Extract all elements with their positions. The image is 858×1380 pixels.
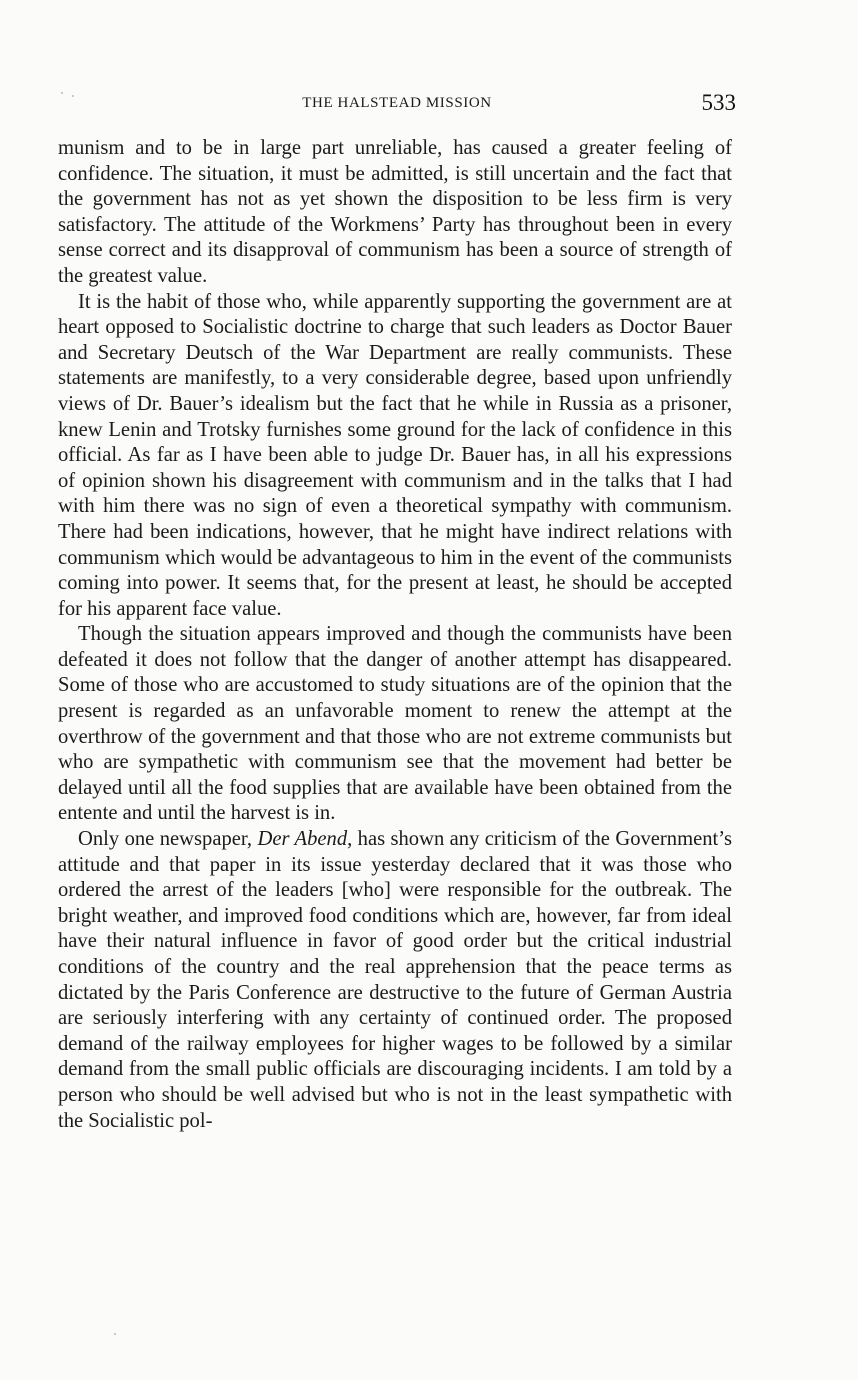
running-title: THE HALSTEAD MISSION xyxy=(302,95,492,111)
paragraph-text-end: , has shown any criticism of the Government’s attitude and that paper in its issue yesterday declared that it was those who ordered the arrest of the leaders [who] were responsible for the outbreak. The bright weather, and improved food conditions which are, however, far from ideal have their natural influence in favor of good order but the critical industrial conditions of the country and the real apprehension that the peace terms as dictated by the Paris Conference are destructive to the future of German Austria are seriously interfering with any certainty of continued order. The proposed demand of the railway employees for higher wages to be followed by a similar demand from the small public officials are discouraging incidents. I am told by a person who should be well advised but who is not in the least sympathetic with the Socialistic pol- xyxy=(58,828,732,1132)
paragraph: Though the situation appears improved and though the communists have been defeated it does not follow that the danger of another attempt has disappeared. Some of those who are accustomed to study situations are of the opinion that the present is regarded as an unfavorable moment to renew the attempt at the overthrow of the government and that those who are not extreme communists but who are sympathetic with communism see that the movement had better be delayed until all the food supplies that are available have been obtained from the entente and until the harvest is in. xyxy=(58,623,732,825)
paragraph: It is the habit of those who, while apparently supporting the government are at heart opposed to Socialistic doctrine to charge that such leaders as Doctor Bauer and Secretary Deutsch of the War Department are really communists. These statements are manifestly, to a very considerable degree, based upon unfriendly views of Dr. Bauer’s idealism but the fact that he while in Russia as a prisoner, knew Lenin and Trotsky furnishes some ground for the lack of confidence in this official. As far as I have been able to judge Dr. Bauer has, in all his expressions of opinion shown his disagreement with communism and in the talks that I had with him there was no sign of even a theoretical sympathy with communism. There had been indications, however, that he might have indirect relations with communism which would be advantageous to him in the event of the communists coming into power. It seems that, for the present at least, he should be accepted for his apparent face value. xyxy=(58,290,732,620)
page-number: 533 xyxy=(701,90,736,115)
paragraph: munism and to be in large part unreliable, has caused a greater feeling of confidence. The situation, it must be admitted, is still uncertain and the fact that the government has not as yet shown the disposition to be less firm is very satisfactory. The attitude of the Workmens’ Party has throughout been in every sense correct and its disapproval of communism has been a source of strength of the greatest value. xyxy=(58,137,732,287)
scan-speck xyxy=(114,1333,116,1335)
running-head xyxy=(58,90,736,120)
paragraph xyxy=(58,827,732,1134)
body-text xyxy=(58,136,732,1134)
paragraph-text-start: Only one newspaper, xyxy=(78,828,258,851)
newspaper-title: Der Abend xyxy=(257,828,348,851)
